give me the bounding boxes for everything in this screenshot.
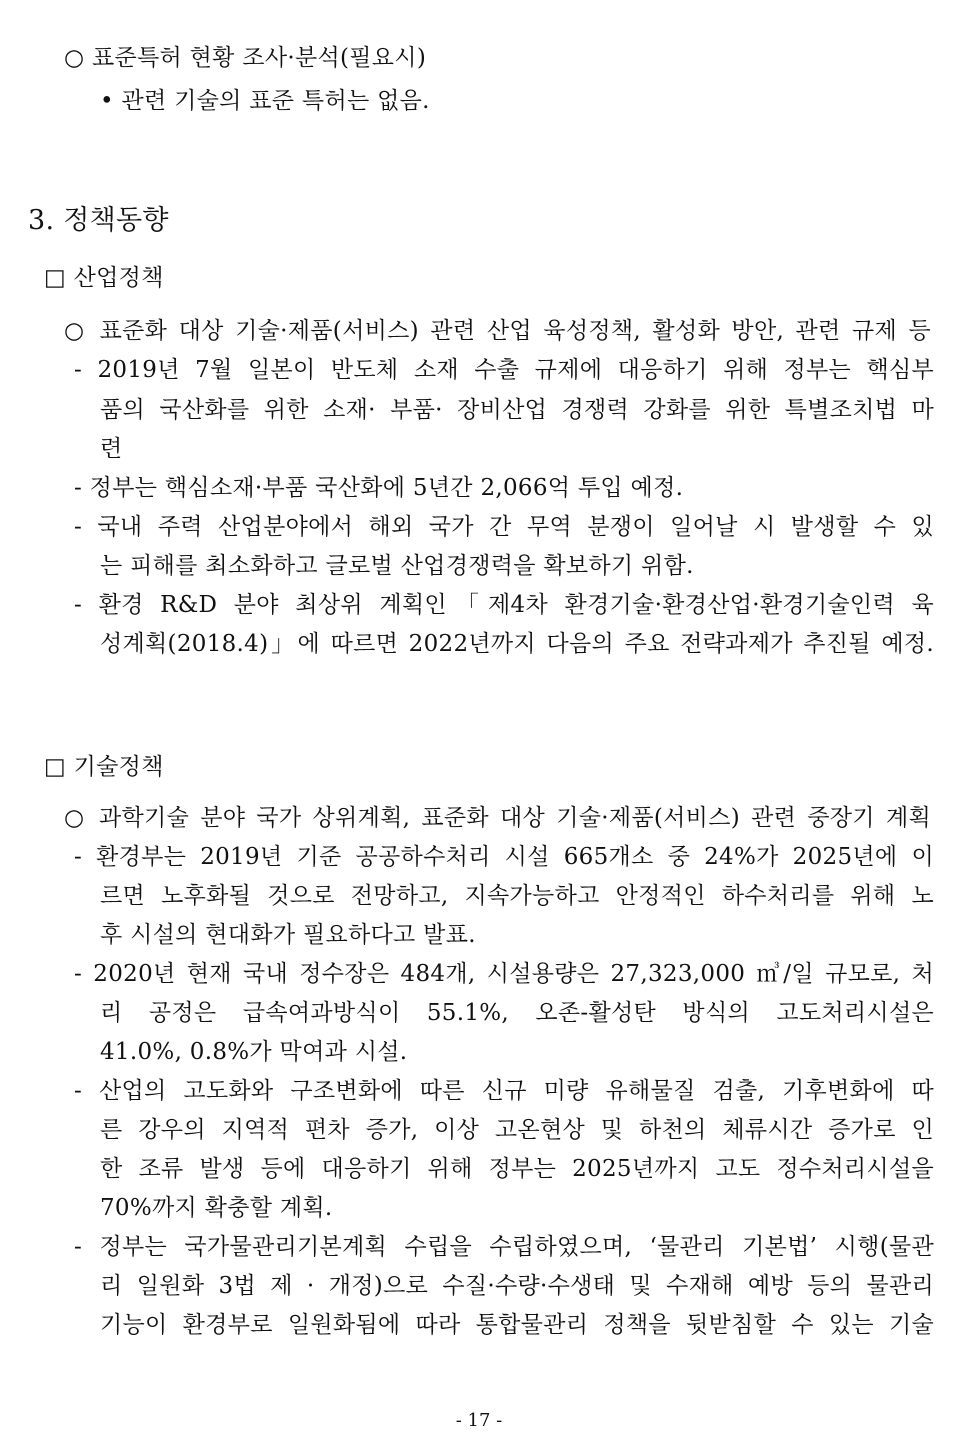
tech-line-4: - 2020년 현재 국내 정수장은 484개, 시설용량은 27,323,000 ㎥/일 규모로, 처 — [74, 961, 934, 987]
tech-line-13: 기능이 환경부로 일원화됨에 따라 통합물관리 정책을 뒷받침할 수 있는 기술 — [100, 1312, 934, 1338]
tech-line-11: - 정부는 국가물관리기본계획 수립을 수립하였으며, ‘물관리 기본법’ 시행(물관 — [74, 1234, 934, 1260]
standard-patent-circle: ○ 표준특허 현황 조사·분석(필요시) — [64, 45, 427, 71]
tech-line-5: 리 공정은 급속여과방식이 55.1%, 오존-활성탄 방식의 고도처리시설은 — [100, 1000, 934, 1026]
section-heading: 3. 정책동향 — [28, 205, 169, 236]
tech-policy-title: □ 기술정책 — [44, 754, 164, 780]
tech-line-9: 한 조류 발생 등에 대응하기 위해 정부는 2025년까지 고도 정수처리시설을 — [100, 1156, 934, 1182]
industry-line-8: 성계획(2018.4)」에 따르면 2022년까지 다음의 주요 전략과제가 추진될 예정. — [100, 631, 934, 657]
tech-line-2: 르면 노후화될 것으로 전망하고, 지속가능하고 안정적인 하수처리를 위해 노 — [100, 883, 934, 909]
industry-line-2: 품의 국산화를 위한 소재· 부품· 장비산업 경쟁력 강화를 위한 특별조치법 마 — [100, 397, 934, 423]
page-number: - 17 - — [455, 1410, 503, 1431]
industry-line-5: - 국내 주력 산업분야에서 해외 국가 간 무역 분쟁이 일어날 시 발생할 수 있 — [74, 514, 934, 540]
tech-line-12: 리 일원화 3법 제 · 개정)으로 수질·수량·수생태 및 수재해 예방 등의 물관리 — [100, 1273, 934, 1299]
tech-line-10: 70%까지 확충할 계획. — [100, 1195, 333, 1221]
tech-circle: ○ 과학기술 분야 국가 상위계획, 표준화 대상 기술·제품(서비스) 관련 중장기 계획 — [64, 805, 931, 831]
industry-line-4: - 정부는 핵심소재·부품 국산화에 5년간 2,066억 투입 예정. — [74, 475, 684, 501]
industry-policy-title: □ 산업정책 — [44, 265, 164, 291]
standard-patent-bullet: • 관련 기술의 표준 특허는 없음. — [100, 88, 430, 114]
tech-line-1: - 환경부는 2019년 기준 공공하수처리 시설 665개소 중 24%가 2025년에 이 — [74, 844, 934, 870]
industry-line-3: 련 — [100, 436, 123, 462]
industry-circle: ○ 표준화 대상 기술·제품(서비스) 관련 산업 육성정책, 활성화 방안, 관련 규제 등 — [64, 318, 931, 344]
tech-line-6: 41.0%, 0.8%가 막여과 시설. — [100, 1039, 408, 1065]
tech-line-7: - 산업의 고도화와 구조변화에 따른 신규 미량 유해물질 검출, 기후변화에 따 — [74, 1078, 934, 1104]
industry-line-1: - 2019년 7월 일본이 반도체 소재 수출 규제에 대응하기 위해 정부는 핵심부 — [74, 357, 934, 383]
industry-line-6: 는 피해를 최소화하고 글로벌 산업경쟁력을 확보하기 위함. — [100, 553, 694, 579]
tech-line-8: 른 강우의 지역적 편차 증가, 이상 고온현상 및 하천의 체류시간 증가로 인 — [100, 1117, 934, 1143]
tech-line-3: 후 시설의 현대화가 필요하다고 발표. — [100, 922, 476, 948]
industry-line-7: - 환경 R&D 분야 최상위 계획인「제4차 환경기술·환경산업·환경기술인력 육 — [74, 592, 934, 618]
